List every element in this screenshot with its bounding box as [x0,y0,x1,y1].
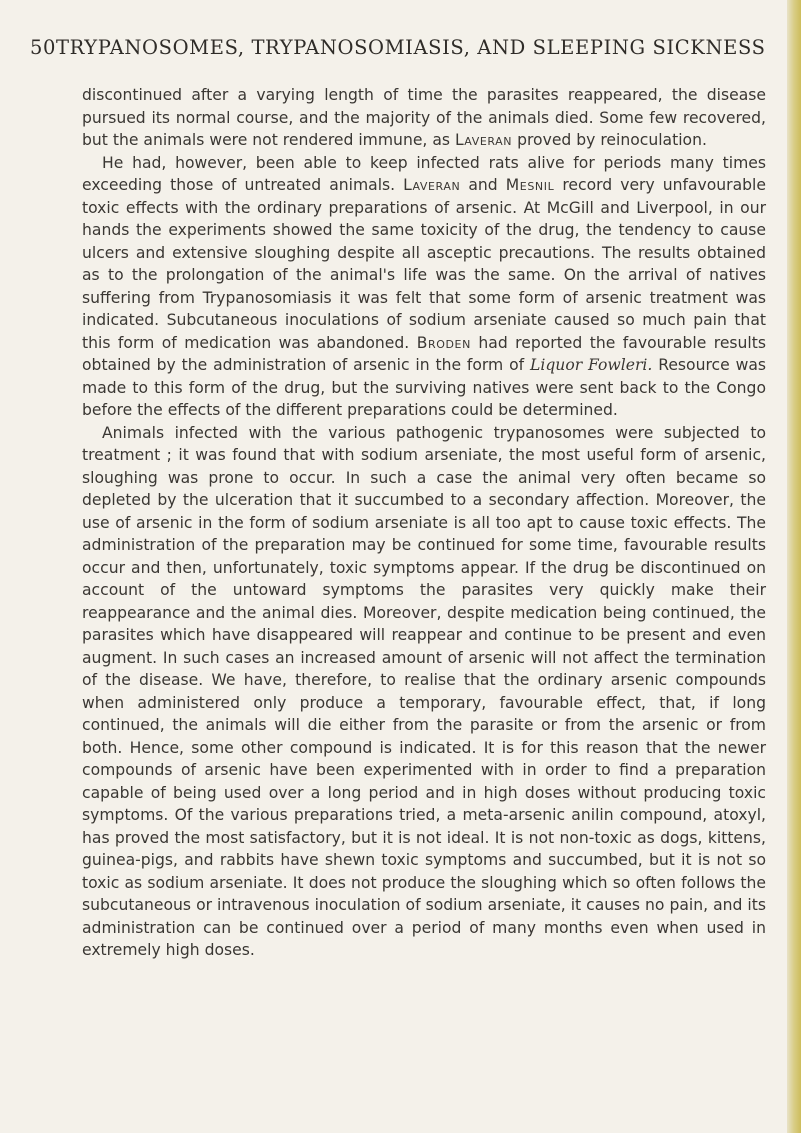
body-text [82,84,766,962]
author-name-laveran: Laveran [403,176,461,194]
p2-text-4: had reported the favourable results obtained by the administration of arsenic in the form of [82,333,766,374]
p2-text-2: and [460,176,506,194]
page-number: 50 [30,36,57,59]
italic-liquor-fowleri: Liquor Fowleri. [529,356,653,374]
running-header [30,36,766,59]
paragraph-3: Animals infected with the various pathogenic trypanosomes were subjected to treatment ; it was found that with sodium arseniate, the most useful form of arsenic, sloughing was prone to occur. In such a case the animal very often became so depleted by the ulceration that it succumbed to a secondary affection. Moreover, the use of arsenic in the form of sodium arseniate is all too apt to cause toxic effects. The administration of the preparation may be continued for some time, favourable results occur and then, unfortunately, toxic symptoms appear. If the drug be discontinued on account of the untoward symptoms the parasites very quickly make their reappearance and the animal dies. Moreover, despite medication being continued, the parasites which have disappeared will reappear and continue to be present and even augment. In such cases an increased amount of arsenic will not affect the termination of the disease. We have, therefore, to realise that the ordinary arsenic compounds when administered only produce a temporary, favourable effect, that, if long continued, the animals will die either from the parasite or from the arsenic or from both. Hence, some other compound is indicated. It is for this reason that the newer compounds of arsenic have been experimented with in order to find a preparation capable of being used over a long period and in high doses without producing toxic symptoms. Of the various preparations tried, a meta-arsenic anilin compound, atoxyl, has proved the most satisfactory, but it is not ideal. It is not non-toxic as dogs, kittens, guinea-pigs, and rabbits have shewn toxic symptoms and succumbed, but it is not so toxic as sodium arseniate. It does not produce the sloughing which so often follows the subcutaneous or intravenous inoculation of sodium arseniate, it causes no pain, and its administration can be continued over a period of many months even when used in extremely high doses. [82,423,766,959]
paragraph-1 [82,84,766,152]
author-name-laveran: Laveran [454,131,513,149]
p1-text-2: proved by reinoculation. [512,131,707,149]
p2-text-5: Resource was made to this form of the drug, but the surviving natives were sent back to the Congo before the effects of the different preparations could be determined. [82,356,766,419]
p1-text-1: discontinued after a varying length of time the parasites reappeared, the disease pursued its normal course, and the majority of the animals died. Some few recovered, but the animals were not rendered immune, as [82,86,766,149]
running-title: TRYPANOSOMES, TRYPANOSOMIASIS, AND SLEEPING SICKNESS [56,36,766,59]
author-name-mesnil: Mesnil [505,176,555,194]
page-edge [787,0,801,1133]
p2-text-1: He had, however, been able to keep infected rats alive for periods many times exceeding those of untreated animals. [82,153,766,194]
author-name-broden: Broden [416,333,471,352]
p2-text-3: record very unfavourable toxic effects with the ordinary preparations of arsenic. At McGill and Liverpool, in our hands the experiments showed the same toxicity of the drug, the tendency to cause ulcers and extensive sloughing despite all asceptic precautions. The results obtained as to the prolongation of the animal's life was the same. On the arrival of natives suffering from Trypanosomiasis it was felt that some form of arsenic treatment was indicated. Subcutaneous inoculations of sodium arseniate caused so much pain that this form of medication was abandoned. [82,176,766,352]
paragraph-2 [82,152,766,422]
